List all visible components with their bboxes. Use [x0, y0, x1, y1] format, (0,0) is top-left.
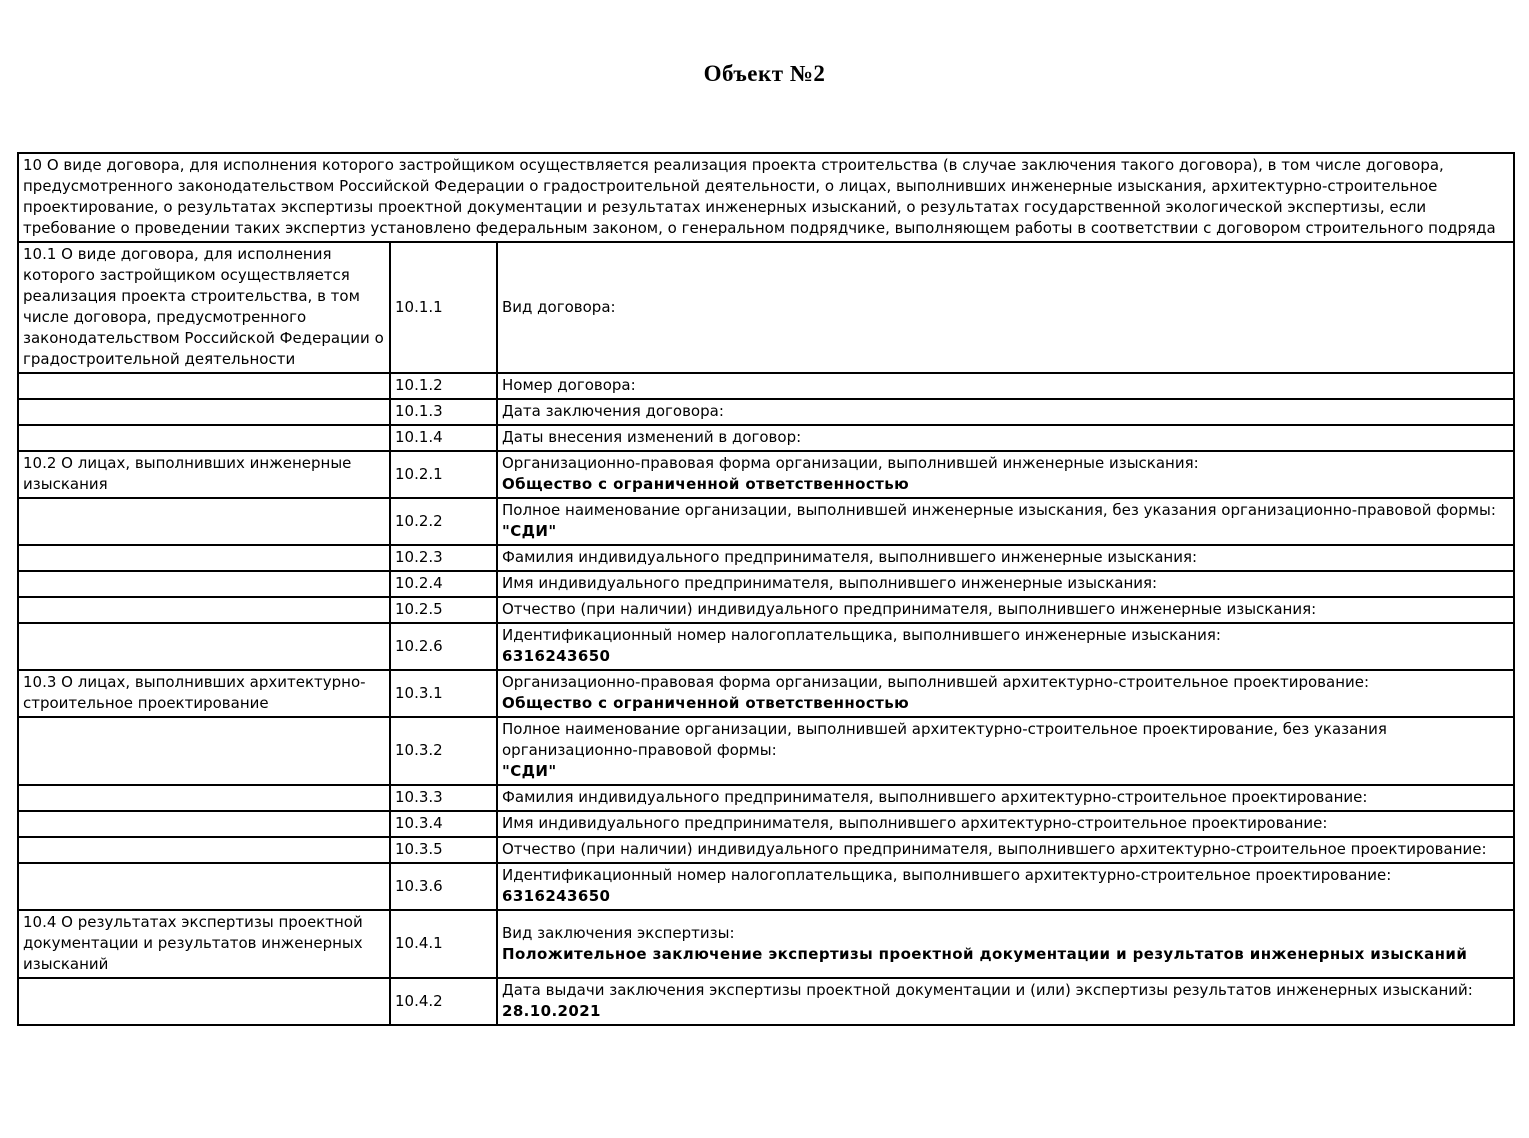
table-row	[18, 717, 1514, 785]
content-cell	[497, 498, 1514, 545]
section-cell: 10.2 О лицах, выполнивших инженерные изыскания	[18, 451, 390, 498]
field-label: Фамилия индивидуального предпринимателя, выполнившего инженерные изыскания:	[502, 548, 1198, 566]
code-cell: 10.3.1	[390, 670, 497, 717]
field-label: Полное наименование организации, выполнившей инженерные изыскания, без указания организационно-правовой формы:	[502, 501, 1496, 519]
code-cell: 10.1.4	[390, 425, 497, 451]
section-intro-cell: 10 О виде договора, для исполнения которого застройщиком осуществляется реализация проекта строительства (в случае заключения такого договора), в том числе договора, предусмотренного законодательством Российской Федерации о градостроительной деятельности, о лицах, выполнивших инженерные изыскания, архитектурно-строительное проектирование, о результатах экспертизы проектной документации и результатах инженерных изысканий, о результатах государственной экологической экспертизы, если требование о проведении таких экспертиз установлено федеральным законом, о генеральном подрядчике, выполняющем работы в соответствии с договором строительного подряда	[18, 153, 1514, 242]
section-cell	[18, 717, 390, 785]
code-cell: 10.3.4	[390, 811, 497, 837]
code-cell: 10.3.6	[390, 863, 497, 910]
table-row	[18, 863, 1514, 910]
content-cell	[497, 670, 1514, 717]
section-cell: 10.3 О лицах, выполнивших архитектурно-строительное проектирование	[18, 670, 390, 717]
code-cell: 10.3.3	[390, 785, 497, 811]
code-cell: 10.3.2	[390, 717, 497, 785]
section-cell	[18, 399, 390, 425]
field-label: Дата заключения договора:	[502, 402, 724, 420]
content-cell	[497, 863, 1514, 910]
field-value: "СДИ"	[502, 762, 557, 780]
content-cell	[497, 242, 1514, 373]
field-label: Организационно-правовая форма организации, выполнившей инженерные изыскания:	[502, 454, 1199, 472]
field-label: Имя индивидуального предпринимателя, выполнившего инженерные изыскания:	[502, 574, 1158, 592]
field-label: Идентификационный номер налогоплательщика, выполнившего инженерные изыскания:	[502, 626, 1221, 644]
table-row	[18, 785, 1514, 811]
code-cell: 10.4.1	[390, 910, 497, 978]
table-row	[18, 571, 1514, 597]
field-value: Общество с ограниченной ответственностью	[502, 475, 910, 493]
content-cell	[497, 451, 1514, 498]
field-label: Дата выдачи заключения экспертизы проектной документации и (или) экспертизы результатов инженерных изысканий:	[502, 981, 1473, 999]
page-title: Объект №2	[703, 61, 826, 86]
section-cell	[18, 785, 390, 811]
field-value: 6316243650	[502, 887, 611, 905]
code-cell: 10.1.3	[390, 399, 497, 425]
declaration-table	[17, 152, 1515, 1026]
table-row	[18, 153, 1514, 242]
section-cell	[18, 498, 390, 545]
field-label: Номер договора:	[502, 376, 636, 394]
table-row	[18, 451, 1514, 498]
code-cell: 10.2.1	[390, 451, 497, 498]
table-row	[18, 670, 1514, 717]
table-row	[18, 837, 1514, 863]
section-cell: 10.1 О виде договора, для исполнения которого застройщиком осуществляется реализация проекта строительства, в том числе договора, предусмотренного законодательством Российской Федерации о градостроительной деятельности	[18, 242, 390, 373]
code-cell: 10.2.2	[390, 498, 497, 545]
section-cell	[18, 863, 390, 910]
content-cell	[497, 623, 1514, 670]
section-cell	[18, 373, 390, 399]
section-cell	[18, 811, 390, 837]
table-row	[18, 425, 1514, 451]
code-cell: 10.1.1	[390, 242, 497, 373]
field-label: Организационно-правовая форма организации, выполнившей архитектурно-строительное проектирование:	[502, 673, 1370, 691]
field-label: Даты внесения изменений в договор:	[502, 428, 802, 446]
field-label: Вид заключения экспертизы:	[502, 923, 735, 942]
code-cell: 10.2.3	[390, 545, 497, 571]
field-value: 28.10.2021	[502, 1002, 601, 1020]
section-cell: 10.4 О результатах экспертизы проектной документации и результатов инженерных изысканий	[18, 910, 390, 978]
content-cell	[497, 811, 1514, 837]
field-value: 6316243650	[502, 647, 611, 665]
table-row	[18, 498, 1514, 545]
section-cell	[18, 597, 390, 623]
section-cell	[18, 425, 390, 451]
field-value: Положительное заключение экспертизы проектной документации и результатов инженерных изысканий	[502, 944, 1468, 963]
code-cell: 10.2.4	[390, 571, 497, 597]
field-value: Общество с ограниченной ответственностью	[502, 694, 910, 712]
table-row	[18, 597, 1514, 623]
code-cell: 10.2.6	[390, 623, 497, 670]
content-cell	[497, 978, 1514, 1025]
content-cell	[497, 785, 1514, 811]
field-label: Имя индивидуального предпринимателя, выполнившего архитектурно-строительное проектирование:	[502, 814, 1328, 832]
table-row	[18, 978, 1514, 1025]
field-label: Полное наименование организации, выполнившей архитектурно-строительное проектирование, без указания организационно-правовой формы:	[502, 720, 1387, 759]
section-cell	[18, 571, 390, 597]
table-row	[18, 373, 1514, 399]
field-label: Вид договора:	[502, 297, 616, 316]
section-cell	[18, 978, 390, 1025]
content-cell	[497, 373, 1514, 399]
code-cell: 10.4.2	[390, 978, 497, 1025]
content-cell	[497, 837, 1514, 863]
content-cell	[497, 571, 1514, 597]
field-label: Фамилия индивидуального предпринимателя, выполнившего архитектурно-строительное проектирование:	[502, 788, 1368, 806]
content-cell	[497, 597, 1514, 623]
content-cell	[497, 545, 1514, 571]
content-cell	[497, 399, 1514, 425]
field-label: Отчество (при наличии) индивидуального предпринимателя, выполнившего инженерные изыскания:	[502, 600, 1317, 618]
table-row	[18, 623, 1514, 670]
table-row	[18, 545, 1514, 571]
field-label: Отчество (при наличии) индивидуального предпринимателя, выполнившего архитектурно-строительное проектирование:	[502, 840, 1487, 858]
code-cell: 10.3.5	[390, 837, 497, 863]
code-cell: 10.2.5	[390, 597, 497, 623]
field-label: Идентификационный номер налогоплательщика, выполнившего архитектурно-строительное проектирование:	[502, 866, 1392, 884]
code-cell: 10.1.2	[390, 373, 497, 399]
document-page	[0, 58, 1529, 1138]
content-cell	[497, 910, 1514, 978]
content-cell	[497, 717, 1514, 785]
section-cell	[18, 837, 390, 863]
table-row	[18, 910, 1514, 978]
section-cell	[18, 545, 390, 571]
content-cell	[497, 425, 1514, 451]
field-value: "СДИ"	[502, 522, 557, 540]
section-cell	[18, 623, 390, 670]
table-row	[18, 242, 1514, 373]
table-row	[18, 399, 1514, 425]
table-row	[18, 811, 1514, 837]
